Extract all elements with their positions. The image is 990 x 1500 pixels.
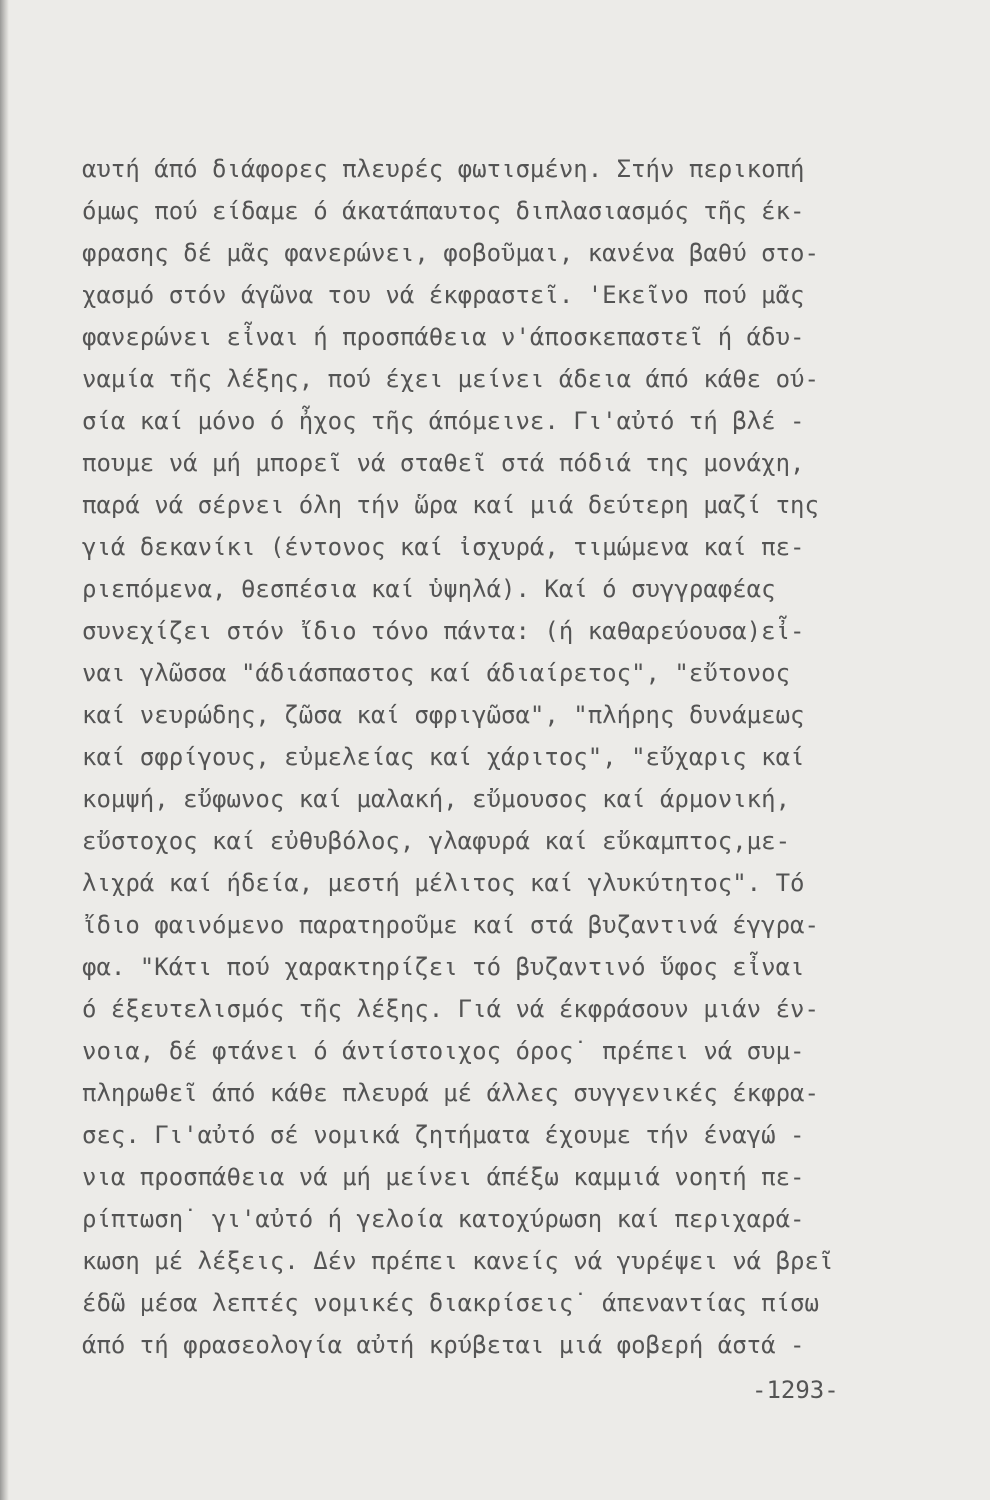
text-line: παρά νά σέρνει όλη τήν ὥρα καί μιά δεύτερη μαζί της — [82, 491, 819, 519]
text-line: όμως πού είδαμε ό άκατάπαυτος διπλασιασμός τῆς έκ- — [82, 197, 805, 225]
text-line: σες. Γι'αὐτό σέ νομικά ζητήματα έχουμε τήν έναγώ - — [82, 1121, 805, 1149]
text-line: εὔστοχος καί εὐθυβόλος, γλαφυρά καί εὔκαμπτος,με- — [82, 827, 791, 855]
text-line: έδῶ μέσα λεπτές νομικές διακρίσεις˙ άπεναντίας πίσω — [82, 1289, 819, 1317]
text-line: χασμό στόν άγῶνα του νά έκφραστεῖ. 'Εκεῖνο πού μᾶς — [82, 281, 805, 309]
text-line: ριεπόμενα, θεσπέσια καί ὑψηλά). Καί ό συγγραφέας — [82, 575, 776, 603]
page-number: -1293- — [752, 1376, 839, 1404]
text-line: άπό τή φρασεολογία αὐτή κρύβεται μιά φοβερή άστά - — [82, 1331, 805, 1359]
text-line: φανερώνει εἶναι ή προσπάθεια ν'άποσκεπαστεῖ ή άδυ- — [82, 323, 805, 351]
text-line: σία καί μόνο ό ἦχος τῆς άπόμεινε. Γι'αὐτό τή βλέ - — [82, 407, 805, 435]
text-line: αυτή άπό διάφορες πλευρές φωτισμένη. Στήν περικοπή — [82, 155, 805, 183]
text-line: ναμία τῆς λέξης, πού έχει μείνει άδεια άπό κάθε ού- — [82, 365, 819, 393]
text-line: νια προσπάθεια νά μή μείνει άπέξω καμμιά νοητή πε- — [82, 1163, 805, 1191]
text-line: κωση μέ λέξεις. Δέν πρέπει κανείς νά γυρέψει νά βρεῖ — [82, 1247, 834, 1275]
text-line: ρίπτωση˙ γι'αὐτό ή γελοία κατοχύρωση καί περιχαρά- — [82, 1205, 805, 1233]
text-line: καί σφρίγους, εὐμελείας καί χάριτος", "εὔχαρις καί — [82, 743, 805, 771]
text-line: πουμε νά μή μπορεῖ νά σταθεῖ στά πόδιά της μονάχη, — [82, 449, 805, 477]
text-line: λιχρά καί ήδεία, μεστή μέλιτος καί γλυκύτητος". Τό — [82, 869, 805, 897]
text-line: καί νευρώδης, ζῶσα καί σφριγῶσα", "πλήρης δυνάμεως — [82, 701, 805, 729]
text-line: φρασης δέ μᾶς φανερώνει, φοβοῦμαι, κανένα βαθύ στο- — [82, 239, 819, 267]
text-line: πληρωθεῖ άπό κάθε πλευρά μέ άλλες συγγενικές έκφρα- — [82, 1079, 819, 1107]
text-line: κομψή, εὔφωνος καί μαλακή, εὔμουσος καί άρμονική, — [82, 785, 791, 813]
text-line: ἴδιο φαινόμενο παρατηροῦμε καί στά βυζαντινά έγγρα- — [82, 911, 819, 939]
text-line: γιά δεκανίκι (έντονος καί ἰσχυρά, τιμώμενα καί πε- — [82, 533, 805, 561]
text-line: ό έξευτελισμός τῆς λέξης. Γιά νά έκφράσουν μιάν έν- — [82, 995, 819, 1023]
text-line: φα. "Κάτι πού χαρακτηρίζει τό βυζαντινό ὕφος εἶναι — [82, 953, 805, 981]
text-line: συνεχίζει στόν ἴδιο τόνο πάντα: (ή καθαρεύουσα)εἶ- — [82, 617, 805, 645]
text-line: νοια, δέ φτάνει ό άντίστοιχος όρος˙ πρέπει νά συμ- — [82, 1037, 805, 1065]
text-line: ναι γλῶσσα "άδιάσπαστος καί άδιαίρετος", "εὔτονος — [82, 659, 791, 687]
